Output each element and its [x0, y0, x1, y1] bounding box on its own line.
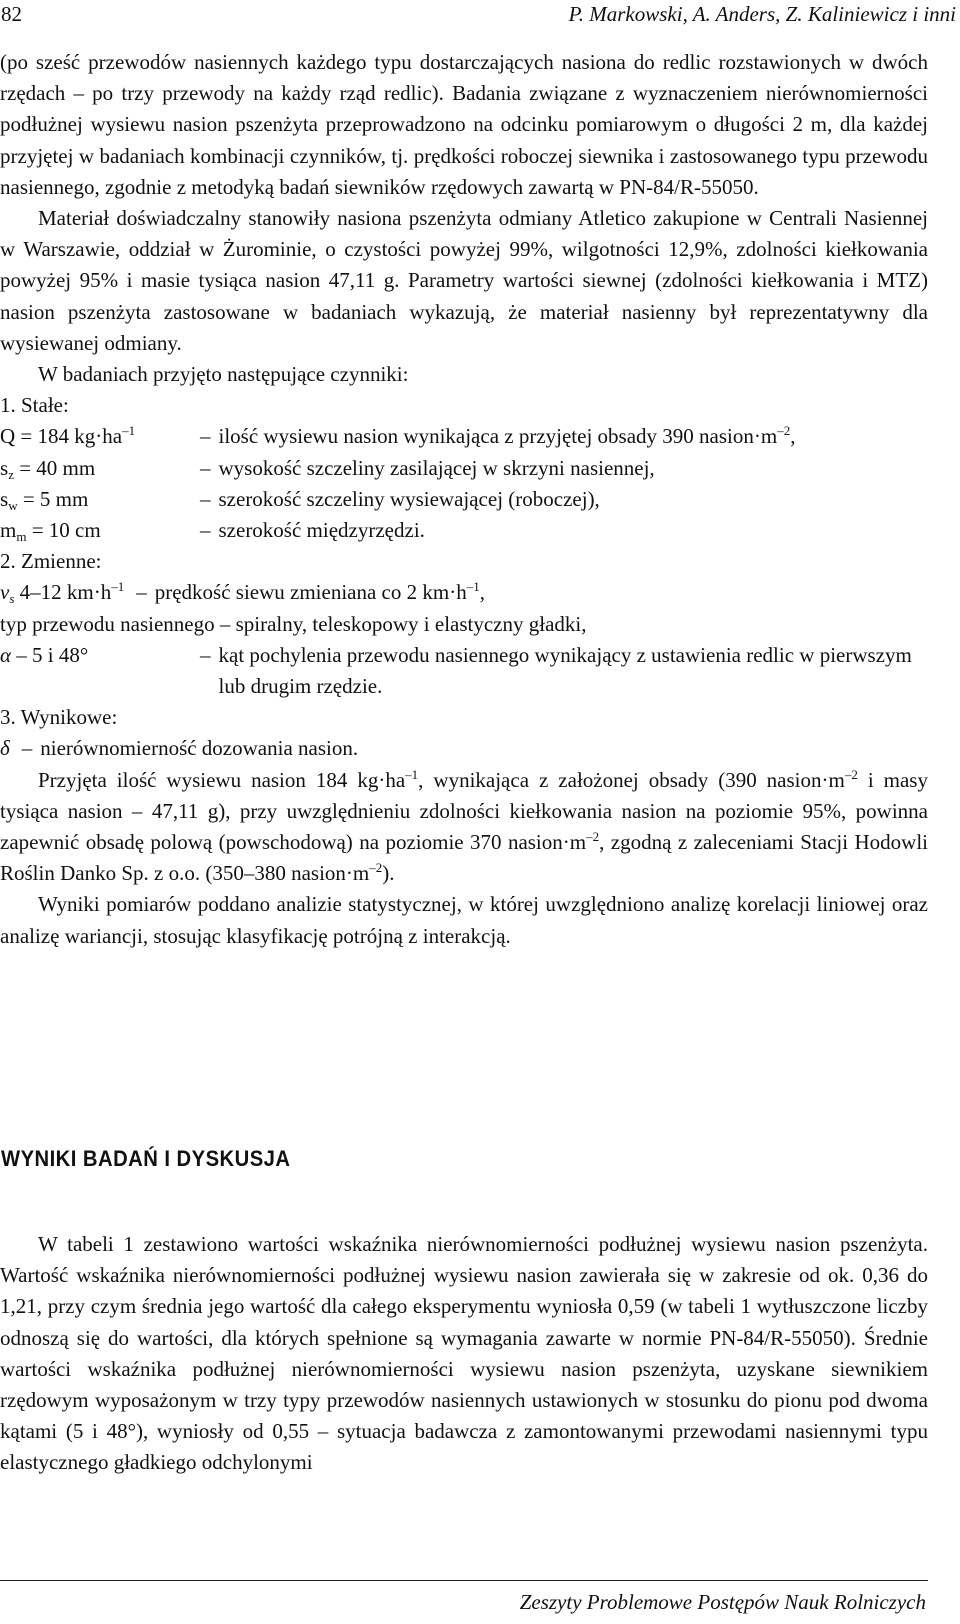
dash: – — [200, 486, 211, 511]
constant-sw — [0, 484, 928, 515]
results-heading: 3. Wynikowe: — [0, 705, 118, 730]
variable-conduit-types: typ przewodu nasiennego – spiralny, teleskopowy i elastyczny gładki, — [0, 611, 587, 636]
running-header — [0, 2, 960, 32]
result-delta — [0, 733, 928, 764]
constant-mm-description: szerokość międzyrzędzi. — [218, 518, 425, 543]
page-number: 82 — [1, 2, 22, 26]
variable-vs-symbol: $v_s$ 4–12 $km\cdot h^{-1}$ — [0, 579, 125, 607]
running-header-authors: P. Markowski, A. Anders, Z. Kaliniewicz i inni — [568, 2, 956, 26]
constant-sz-symbol: $s_z = 40$ mm — [0, 455, 96, 482]
paragraph-results-1: W tabeli 1 zestawiono wartości wskaźnika nierównomierności podłużnej wysiewu nasion pszenżyta. Wartość wskaźnika nierównomierności podłużnej wysiewu nasion zawierała się w zakresie od ok. 0,36 do 1,21, przy czym średnia jego wartość dla całego eksperymentu wyniosła 0,59 (w tabeli 1 wytłuszczone liczby odnoszą się do wartości, dla których spełnione są wymagania zawarte w normie PN-84/R-55050). Średnie wartości wskaźnika podłużnej nierównomierności wysiewu nasion pszenżyta, uzyskane siewnikiem rzędowym wyposażonym w trzy typy przewodów nasiennych ustawionych w stosunku do pionu pod dwoma kątami (5 i 48°), wyniosły od 0,55 – sytuacja badawcza z zamontowanymi przewodami nasiennymi typu elastycznego gładkiego odchylonymi — [0, 1232, 928, 1475]
variable-vs — [0, 577, 928, 608]
section-heading: WYNIKI BADAŃ I DYSKUSJA — [1, 1146, 291, 1171]
constant-sw-symbol: $s_w = 5$ mm — [0, 486, 89, 513]
variable-alpha-description: kąt pochylenia przewodu nasiennego wynikający z ustawienia redlic w pierwszym lub drugim rzędzie. — [218, 642, 912, 699]
result-delta-description: nierównomierność dozowania nasion. — [40, 736, 359, 761]
variable-alpha-symbol: α – 5 i 48° — [0, 642, 89, 667]
results-text — [0, 1208, 928, 1500]
variables-heading: 2. Zmienne: — [0, 549, 102, 574]
constant-q — [0, 421, 928, 452]
paragraph-methods-1: (po sześć przewodów nasiennych każdego typu dostarczających nasiona do redlic rozstawionych w dwóch rzędach – po trzy przewody na każdy rząd redlic). Badania związane z wyznaczeniem nierównomierności podłużnej wysiewu nasion pszenżyta przeprowadzono na odcinku pomiarowym o długości 2 m, dla każdej przyjętej w badaniach kombinacji czynników, tj. prędkości roboczej siewnika i zastosowanego typu przewodu nasiennego, zgodnie z metodyką badań siewników rzędowych zawartą w PN-84/R-55050. — [0, 50, 928, 199]
result-delta-symbol: δ — [0, 736, 10, 761]
methods-text — [0, 47, 928, 952]
constant-sw-description: szerokość szczeliny wysiewającej (roboczej), — [218, 486, 600, 511]
dash: – — [200, 642, 211, 667]
constant-q-description: ilość wysiewu nasion wynikająca z przyjętej obsady 390 $nasion\cdot m^{-2}$, — [218, 423, 796, 449]
variable-vs-description: prędkość siewu zmieniana co 2 $km\cdot h^{-1}$, — [154, 579, 485, 605]
constant-sz — [0, 453, 928, 484]
paragraph-statistics: Wyniki pomiarów poddano analizie statystycznej, w której uwzględniono analizę korelacji liniowej oraz analizę wariancji, stosując klasyfikację potrójną z interakcją. — [0, 892, 928, 948]
variable-alpha — [0, 640, 928, 702]
paragraph-material: Materiał doświadczalny stanowiły nasiona pszenżyta odmiany Atletico zakupione w Centrali Nasiennej w Warszawie, oddział w Żurominie, o czystości powyżej 99%, wilgotności 12,9%, zdolności kiełkowania powyżej 95% i masie tysiąca nasion 47,11 g. Parametry wartości siewnej (zdolności kiełkowania i MTZ) nasion pszenżyta zastosowane w badaniach wykazują, że materiał nasienny był reprezentatywny dla wysiewanej odmiany. — [0, 206, 928, 355]
dash: – — [21, 736, 33, 761]
dash: – — [200, 424, 211, 449]
constant-mm — [0, 515, 928, 546]
constant-mm-symbol: $m_m = 10$ cm — [0, 518, 101, 545]
journal-footer: Zeszyty Problemowe Postępów Nauk Rolniczych — [519, 1590, 926, 1614]
footer-rule — [0, 1580, 928, 1581]
paragraph-factors-intro: W badaniach przyjęto następujące czynniki: — [38, 362, 409, 387]
constants-heading: 1. Stałe: — [0, 393, 69, 418]
dash: – — [200, 455, 211, 480]
constant-sz-description: wysokość szczeliny zasilającej w skrzyni nasiennej, — [218, 455, 655, 480]
paragraph-seeding-rate: Przyjęta ilość wysiewu nasion 184 $kg\cdot ha^{-1}$, wynikająca z założonej obsady (390 $nasion\cdot m^{-2}$ i masy tysiąca nasion – 47,11 g), przy uwzględnieniu zdolności kiełkowania nasion na poziomie 95%, powinna zapewnić obsadę polową (powschodową) na poziomie 370 $nasion\cdot m^{-2}$, zgodną z zaleceniami Stacji Hodowli Roślin Danko Sp. z o.o. (350–380 $nasion\cdot m^{-2}$). — [0, 766, 928, 886]
dash: – — [136, 580, 147, 605]
constant-q-symbol: Q = 184 $kg\cdot ha^{-1}$ — [0, 423, 136, 449]
dash: – — [200, 518, 211, 543]
